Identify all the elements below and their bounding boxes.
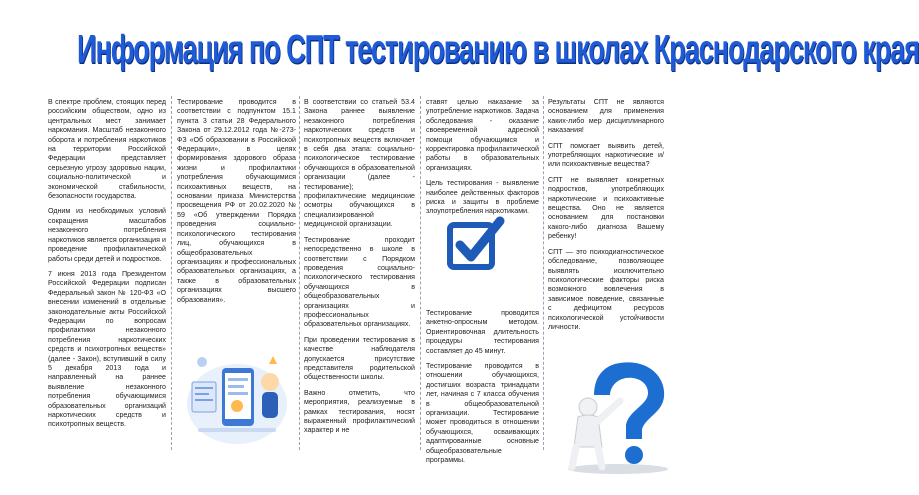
column-divider: [543, 96, 544, 450]
paragraph: Цель тестирования - выявление наиболее действенных факторов риска и защиты в проблеме злоупотребления наркотиками.: [426, 179, 539, 216]
paragraph: Результаты СПТ не являются основанием для применения каких-либо мер дисциплинарного наказания!: [548, 98, 664, 135]
page-title: Информация по СПТ тестированию в школах Краснодарского края: [77, 27, 919, 72]
paragraph: Тестирование проводится анкетно-опросным методом. Ориентировочная длительность процедуры тестирования составляет до 45 минут.: [426, 308, 539, 355]
column-3: [304, 98, 415, 487]
paragraph: При проведении тестирования в качестве наблюдателя допускается присутствие представителя родительской общественности школы.: [304, 335, 415, 382]
checkbox-check-icon: [446, 215, 508, 277]
paragraph: ставят целью наказание за употребление наркотиков. Задача обследования - оказание своевременной адресной помощи обучающимся и корректировка профилактической работы в образовательных организациях.: [426, 98, 539, 172]
paragraph: Важно отметить, что мероприятия, реализуемые в рамках тестирования, носят выраженный профилактический характер и не: [304, 388, 415, 435]
paragraph: Тестирование проводится в отношении обучающихся, достигших возраста тринадцати лет, начиная с 7 класса обучения в общеобразовательной организации. Тестирование может проводиться в отношении обучающихся, осваивающих адаптированные основные общеобразовательные программы.: [426, 361, 539, 464]
paragraph: В соответствии со статьей 53.4 Закона раннее выявление незаконного потребления наркотических средств и психотропных веществ включает в себя два этапа: социально-психологическое тестирование обучающихся в образовательной организации (далее - тестирование); профилактические медицинские осмотры обучающихся в специализированной медицинской организации.: [304, 98, 415, 229]
paragraph: Одним из необходимых условий сокращения масштабов незаконного потребления наркотиков является организация и проведение профилактической работы среди детей и подростков.: [48, 207, 166, 263]
paragraph: Тестирование проходит непосредственно в школе в соответствии с Порядком проведения социально-психологического тестирования обучающихся в общеобразовательных организациях и профессиональных образовательных организациях.: [304, 235, 415, 329]
paragraph: СПТ помогает выявить детей, употребляющих наркотические и/или психоактивные вещества?: [548, 141, 664, 169]
column-4: [426, 98, 539, 487]
paragraph: СПТ — это психодиагностическое обследование, позволяющее выявлять исключительно психологические факторы риска возможного вовлечения в зависимое поведение, связанные с дефицитом ресурсов психологической устойчивости личности.: [548, 247, 664, 331]
paragraph: Тестирование проводится в соответствии с подпунктом 15.1 пункта 3 статьи 28 Федерального Закона от 29.12.2012 года №-273-ФЗ «Об образовании в Российской Федерации», в целях формирования здорового образа жизни и профилактики употребления обучающимися психоактивных веществ, на основании приказа Министерства просвещения РФ от 20.02.2020 № 59 «Об утверждении Порядка проведения социально-психологического тестирования лиц, обучающихся в общеобразовательных организациях и профессиональных образовательных организациях, а также в образовательных организациях высшего образования».: [177, 98, 296, 304]
phone-survey-illustration: [178, 342, 296, 450]
question-mark-man-icon: [558, 355, 683, 475]
paragraph: В спектре проблем, стоящих перед российским обществом, одно из центральных мест занимает наркомания. Масштаб незаконного оборота и потребления наркотиков на территории Российской Федерации представляет серьезную угрозу здоровью нации, социально-политической и экономической стабильности, безопасности государства.: [48, 98, 166, 201]
column-1: [48, 98, 166, 487]
column-divider: [299, 96, 300, 450]
paragraph: 7 июня 2013 года Президентом Российской Федерации подписан Федеральный закон № 120-ФЗ «О внесении изменений в отдельные законодательные акты Российской Федерации по вопросам профилактики незаконного потребления наркотических средств и психотропных веществ» (далее - Закон), вступивший в силу 5 декабря 2013 года и направленный на раннее выявление незаконного потребления обучающимися образовательных организаций наркотических средств и психотропных веществ.: [48, 269, 166, 429]
column-divider: [171, 96, 172, 450]
paragraph: СПТ не выявляет конкретных подростков, употребляющих наркотические и психоактивные вещества. Оно не является основанием для постановки какого-либо диагноза Вашему ребенку!: [548, 175, 664, 241]
column-divider: [420, 96, 421, 450]
